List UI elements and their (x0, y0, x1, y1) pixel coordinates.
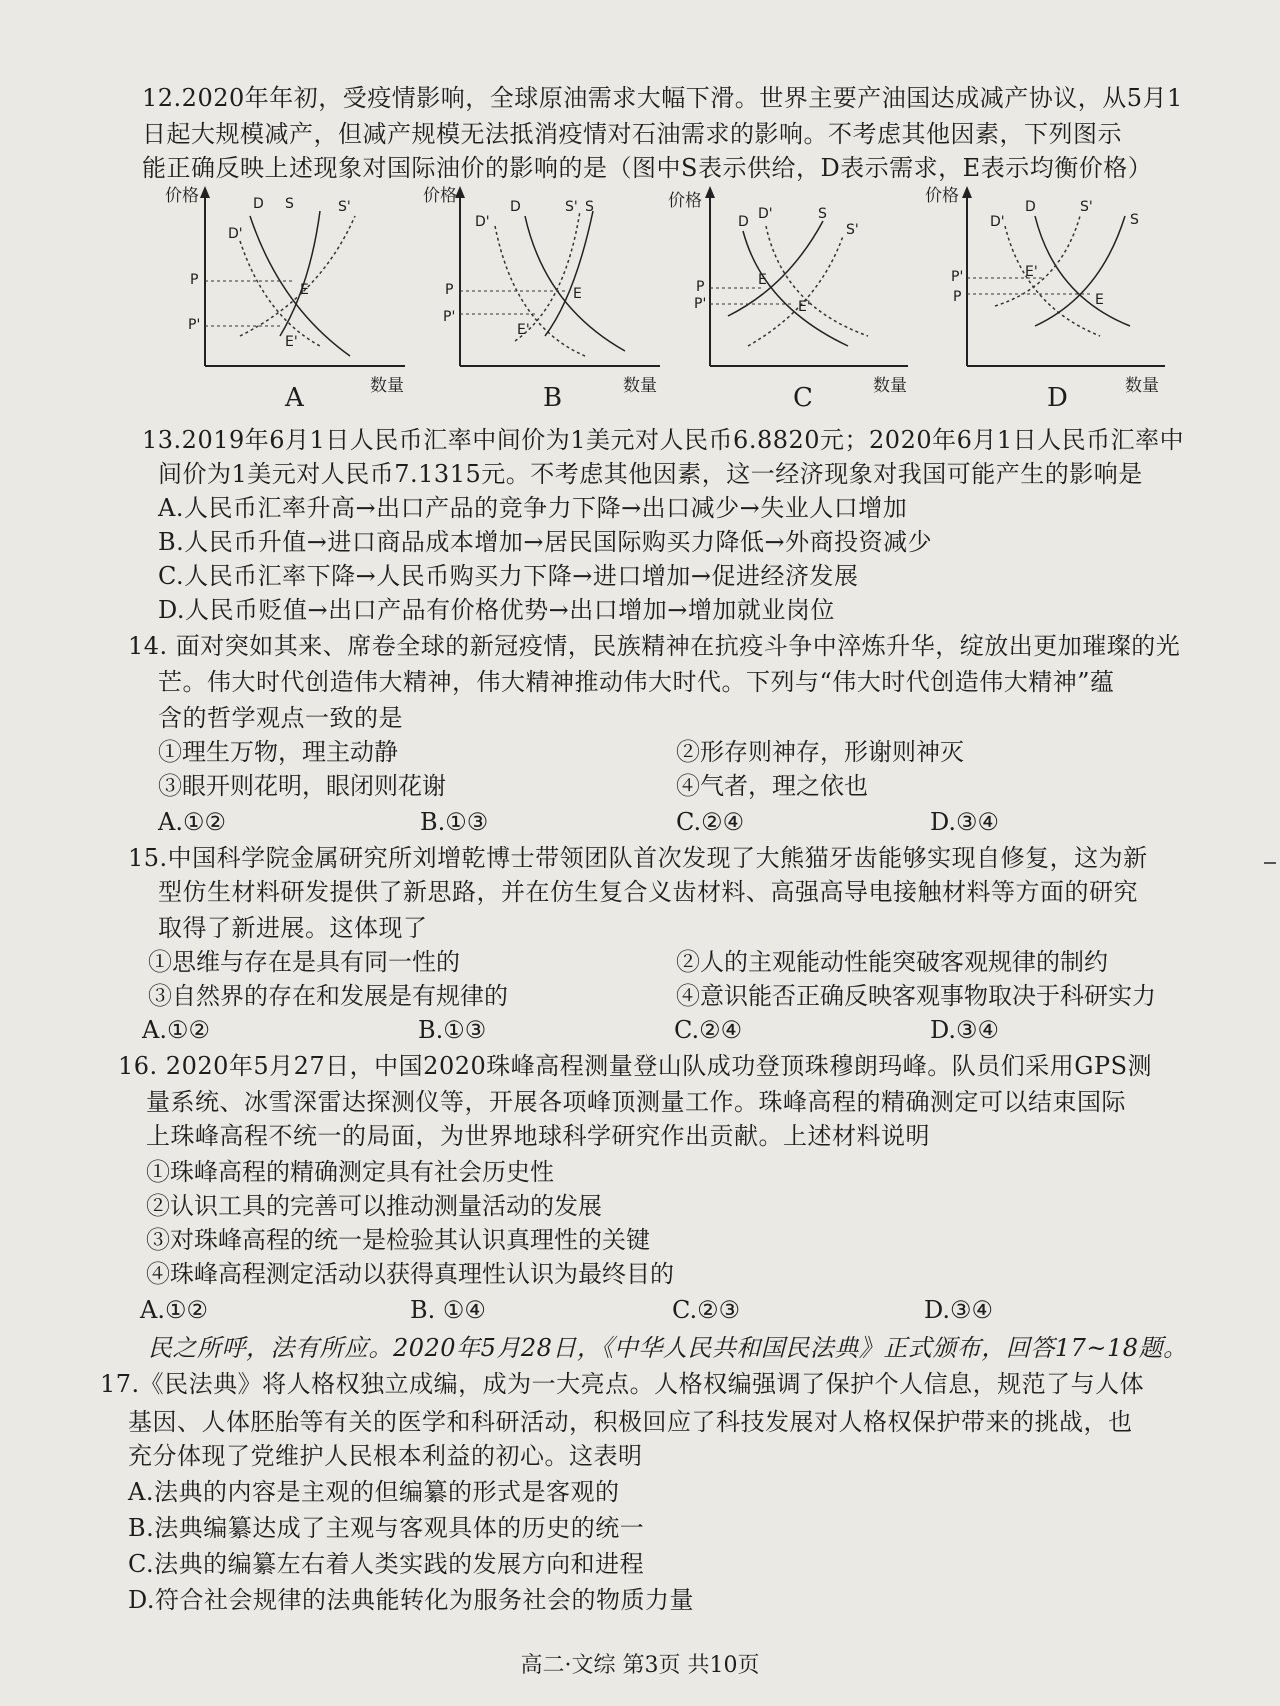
svg-text:S: S (1130, 212, 1139, 228)
q14-choice-d: D.③④ (930, 808, 1000, 836)
graph-d (925, 186, 1195, 411)
graph-d-letter: D (1047, 383, 1068, 413)
graph-c-curve-s-prime (748, 236, 843, 346)
graph-d-svg (925, 186, 1195, 411)
svg-text:D: D (510, 199, 521, 215)
q15-line-3: 取得了新进展。这体现了 (158, 914, 428, 942)
svg-text:E': E' (517, 322, 530, 338)
svg-text:S': S' (338, 199, 351, 215)
intro-17-18: 民之所呼，法有所应。2020年5月28日，《中华人民共和国民法典》正式颁布，回答17~18题。 (148, 1334, 1188, 1362)
svg-text:S': S' (565, 199, 578, 215)
svg-text:S: S (818, 206, 827, 222)
svg-text:P': P' (951, 269, 964, 285)
graph-a-letter: A (285, 383, 304, 413)
graph-d-curve-d (1035, 216, 1130, 326)
q13-option-c: C.人民币汇率下降→人民币购买力下降→进口增加→促进经济发展 (158, 562, 859, 590)
q15-choice-a: A.①② (142, 1016, 210, 1044)
svg-text:P': P' (443, 309, 456, 325)
q14-choice-c: C.②④ (676, 808, 745, 836)
q16-choice-c: C.②③ (672, 1296, 741, 1324)
svg-text:E: E (758, 272, 767, 288)
graph-a-y-label: 价格 (165, 186, 199, 206)
q14-choice-a: A.①② (158, 808, 226, 836)
q13-line-2: 间价为1美元对人民币7.1315元。不考虑其他因素，这一经济现象对我国可能产生的影响是 (158, 460, 1143, 488)
svg-text:S: S (285, 196, 294, 212)
q17-option-b: B.法典编纂达成了主观与客观具体的历史的统一 (128, 1514, 645, 1542)
svg-text:D': D' (758, 206, 773, 222)
q16-choice-d: D.③④ (924, 1296, 994, 1324)
q17-line-2: 基因、人体胚胎等有关的医学和科研活动，积极回应了科技发展对人格权保护带来的挑战，也 (128, 1408, 1133, 1436)
graph-d-x-label: 数量 (1125, 376, 1159, 396)
q14-item-3: ③眼开则花明，眼闭则花谢 (158, 772, 446, 800)
graph-c-svg (668, 186, 938, 411)
graph-b-curve-s (545, 211, 593, 336)
q16-choice-a: A.①② (140, 1296, 208, 1324)
graph-d-curve-s (1035, 216, 1125, 326)
svg-text:P: P (190, 272, 199, 288)
q16-line-1: 16. 2020年5月27日，中国2020珠峰高程测量登山队成功登顶珠穆朗玛峰。队员们采用GPS测 (118, 1052, 1153, 1080)
svg-text:E': E' (1025, 264, 1038, 280)
svg-text:D: D (738, 214, 749, 230)
q14-item-1: ①理生万物，理主动静 (158, 738, 398, 766)
svg-text:E: E (300, 282, 309, 298)
q15-line-2: 型仿生材料研发提供了新思路，并在仿生复合义齿材料、高强高导电接触材料等方面的研究 (158, 878, 1138, 906)
svg-text:D': D' (475, 214, 490, 230)
q17-line-1: 17.《民法典》将人格权独立成编，成为一大亮点。人格权编强调了保护个人信息，规范了与人体 (100, 1370, 1145, 1398)
graph-b-y-label: 价格 (423, 186, 457, 206)
graph-a-curve-s (280, 211, 320, 336)
q17-option-a: A.法典的内容是主观的但编纂的形式是客观的 (128, 1478, 620, 1506)
svg-text:E': E' (798, 299, 811, 315)
svg-text:D: D (253, 196, 264, 212)
svg-text:S': S' (1080, 199, 1093, 215)
q13-line-1: 13.2019年6月1日人民币汇率中间价为1美元对人民币6.8820元；2020年6月1日人民币汇率中 (142, 426, 1185, 454)
q14-item-2: ②形存则神存，形谢则神灭 (676, 738, 964, 766)
svg-text:S': S' (846, 222, 859, 238)
graph-d-y-label: 价格 (925, 186, 959, 206)
graph-c-curve-d-prime (766, 226, 868, 336)
q12-line-3: 能正确反映上述现象对国际油价的影响的是（图中S表示供给，D表示需求，E表示均衡价格） (142, 154, 1153, 182)
q12-line-1: 12.2020年年初，受疫情影响，全球原油需求大幅下滑。世界主要产油国达成减产协议，从5月1 (142, 84, 1183, 112)
q16-item-1: ①珠峰高程的精确测定具有社会历史性 (146, 1158, 554, 1186)
margin-tick (1264, 862, 1276, 864)
q15-item-4: ④意识能否正确反映客观事物取决于科研实力 (676, 982, 1156, 1010)
q14-item-4: ④气者，理之依也 (676, 772, 868, 800)
q15-choice-b: B.①③ (418, 1016, 487, 1044)
graph-b-letter: B (543, 383, 563, 413)
svg-text:E: E (573, 286, 582, 302)
q16-choice-b: B. ①④ (410, 1296, 486, 1324)
graph-a-svg (160, 186, 430, 411)
q15-item-3: ③自然界的存在和发展是有规律的 (148, 982, 508, 1010)
graph-b (415, 186, 685, 411)
svg-text:P': P' (694, 296, 707, 312)
page-footer: 高二·文综 第3页 共10页 (520, 1653, 760, 1678)
q13-option-a: A.人民币汇率升高→出口产品的竞争力下降→出口减少→失业人口增加 (158, 494, 908, 522)
q14-line-3: 含的哲学观点一致的是 (158, 704, 403, 732)
graph-a-x-label: 数量 (370, 376, 404, 396)
svg-text:D: D (1025, 199, 1036, 215)
svg-text:E': E' (285, 334, 298, 350)
graph-c (668, 186, 938, 411)
q14-line-2: 芒。伟大时代创造伟大精神，伟大精神推动伟大时代。下列与“伟大时代创造伟大精神”蕴 (158, 668, 1115, 696)
graph-a (160, 186, 430, 411)
q15-item-1: ①思维与存在是具有同一性的 (148, 948, 460, 976)
svg-text:P: P (696, 279, 705, 295)
graph-d-curve-d-prime (1005, 226, 1100, 336)
q17-option-d: D.符合社会规律的法典能转化为服务社会的物质力量 (128, 1586, 695, 1614)
q17-line-3: 充分体现了党维护人民根本利益的初心。这表明 (128, 1442, 643, 1470)
svg-text:D': D' (228, 226, 243, 242)
graph-b-curve-d (525, 216, 625, 351)
svg-text:E: E (1095, 292, 1104, 308)
q16-item-2: ②认识工具的完善可以推动测量活动的发展 (146, 1192, 602, 1220)
graph-c-y-label: 价格 (668, 191, 702, 211)
q15-line-1: 15.中国科学院金属研究所刘增乾博士带领团队首次发现了大熊猫牙齿能够实现自修复，这为新 (128, 844, 1148, 872)
q13-option-d: D.人民币贬值→出口产品有价格优势→出口增加→增加就业岗位 (158, 596, 835, 624)
q15-item-2: ②人的主观能动性能突破客观规律的制约 (676, 948, 1108, 976)
graph-c-letter: C (793, 383, 813, 413)
graph-b-x-label: 数量 (623, 376, 657, 396)
svg-text:S: S (585, 199, 594, 215)
q16-line-2: 量系统、冰雪深雷达探测仪等，开展各项峰顶测量工作。珠峰高程的精确测定可以结束国际 (146, 1088, 1126, 1116)
svg-text:P: P (445, 282, 454, 298)
graph-b-svg (415, 186, 685, 411)
q15-choice-c: C.②④ (674, 1016, 743, 1044)
q13-option-b: B.人民币升值→进口商品成本增加→居民国际购买力降低→外商投资减少 (158, 528, 933, 556)
q16-item-4: ④珠峰高程测定活动以获得真理性认识为最终目的 (146, 1260, 674, 1288)
q17-option-c: C.法典的编纂左右着人类实践的发展方向和进程 (128, 1550, 645, 1578)
q14-line-1: 14. 面对突如其来、席卷全球的新冠疫情，民族精神在抗疫斗争中淬炼升华，绽放出更加璀璨的光 (128, 632, 1181, 660)
q12-line-2: 日起大规模减产，但减产规模无法抵消疫情对石油需求的影响。不考虑其他因素，下列图示 (142, 120, 1122, 148)
svg-text:P': P' (188, 317, 201, 333)
q16-line-3: 上珠峰高程不统一的局面，为世界地球科学研究作出贡献。上述材料说明 (146, 1122, 930, 1150)
svg-text:P: P (953, 289, 962, 305)
graph-c-x-label: 数量 (873, 376, 907, 396)
svg-text:D': D' (990, 214, 1005, 230)
q15-choice-d: D.③④ (930, 1016, 1000, 1044)
q16-item-3: ③对珠峰高程的统一是检验其认识真理性的关键 (146, 1226, 650, 1254)
q14-choice-b: B.①③ (420, 808, 489, 836)
